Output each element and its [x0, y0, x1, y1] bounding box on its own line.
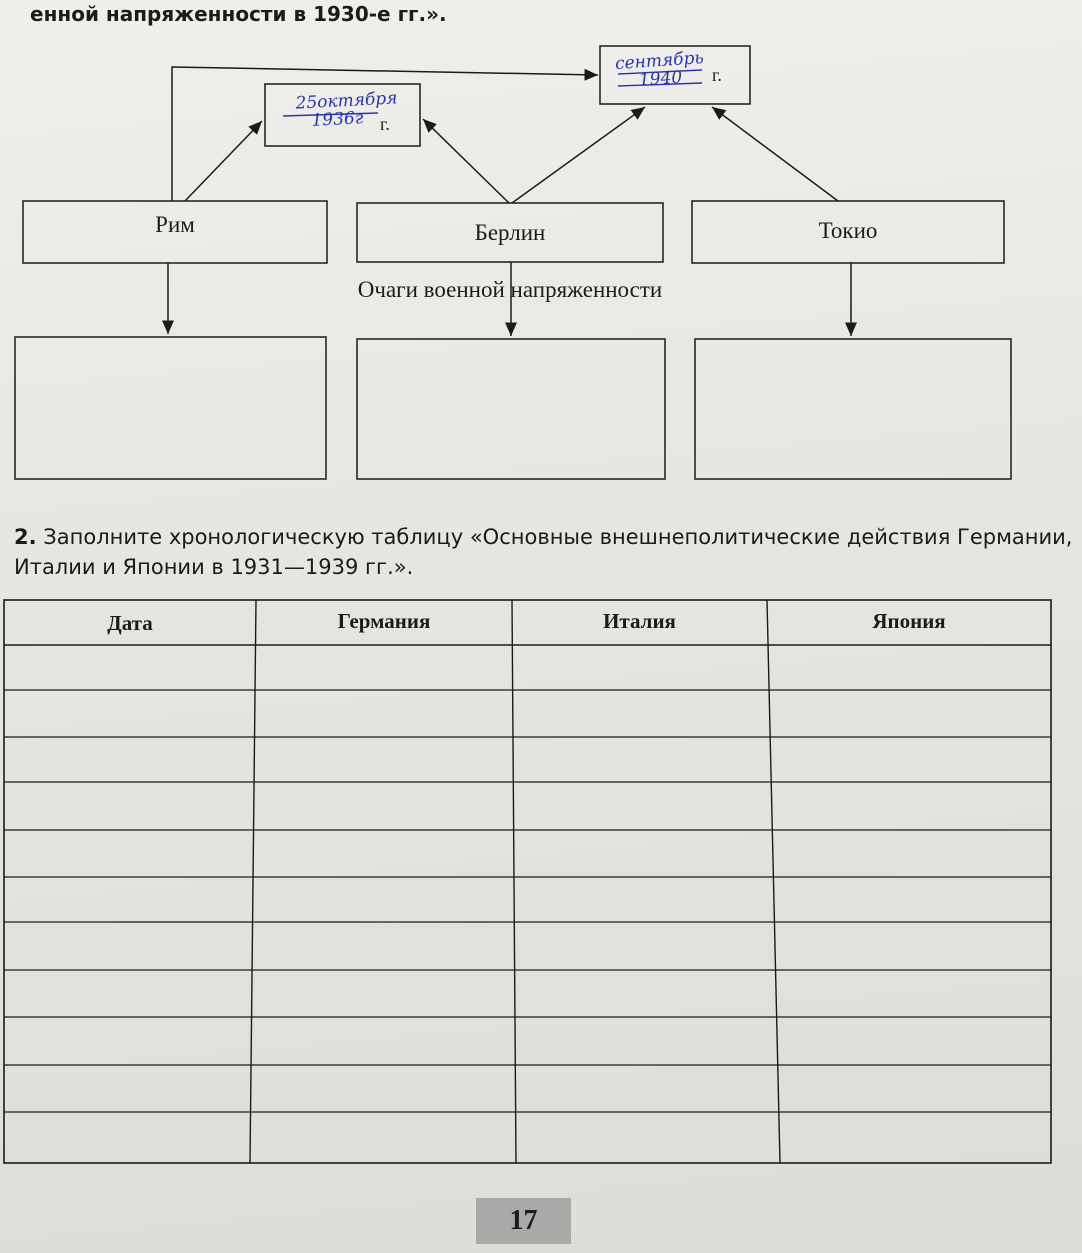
table-header-germany: Германия — [337, 609, 431, 633]
page-number: 17 — [476, 1198, 571, 1244]
date-2-suffix: г. — [712, 65, 722, 85]
task-2-text: Заполните хронологическую таблицу «Основные внешнеполитические действия Германии, Италии и Японии в 1931—1939 гг.». — [14, 525, 1073, 579]
center-label: Очаги военной напряженности — [357, 277, 663, 302]
handwritten-date-1-line2: 1936г — [311, 108, 364, 131]
label-rome: Рим — [155, 212, 195, 237]
page-top-text: енной напряженности в 1930-е гг.». — [30, 2, 447, 26]
label-berlin: Берлин — [474, 220, 546, 245]
task-2-number: 2. — [14, 525, 37, 549]
label-tokyo: Токио — [818, 218, 878, 243]
handwritten-date-1-line1: 25октября — [295, 88, 398, 114]
table-header-japan: Япония — [872, 609, 946, 633]
date-1-suffix: г. — [380, 114, 390, 134]
handwritten-date-2-line2: 1940 — [638, 67, 683, 91]
table-header-italy: Италия — [603, 609, 676, 633]
handwritten-date-2-line1: сентябрь — [614, 47, 705, 75]
table-header-date: Дата — [107, 611, 153, 635]
